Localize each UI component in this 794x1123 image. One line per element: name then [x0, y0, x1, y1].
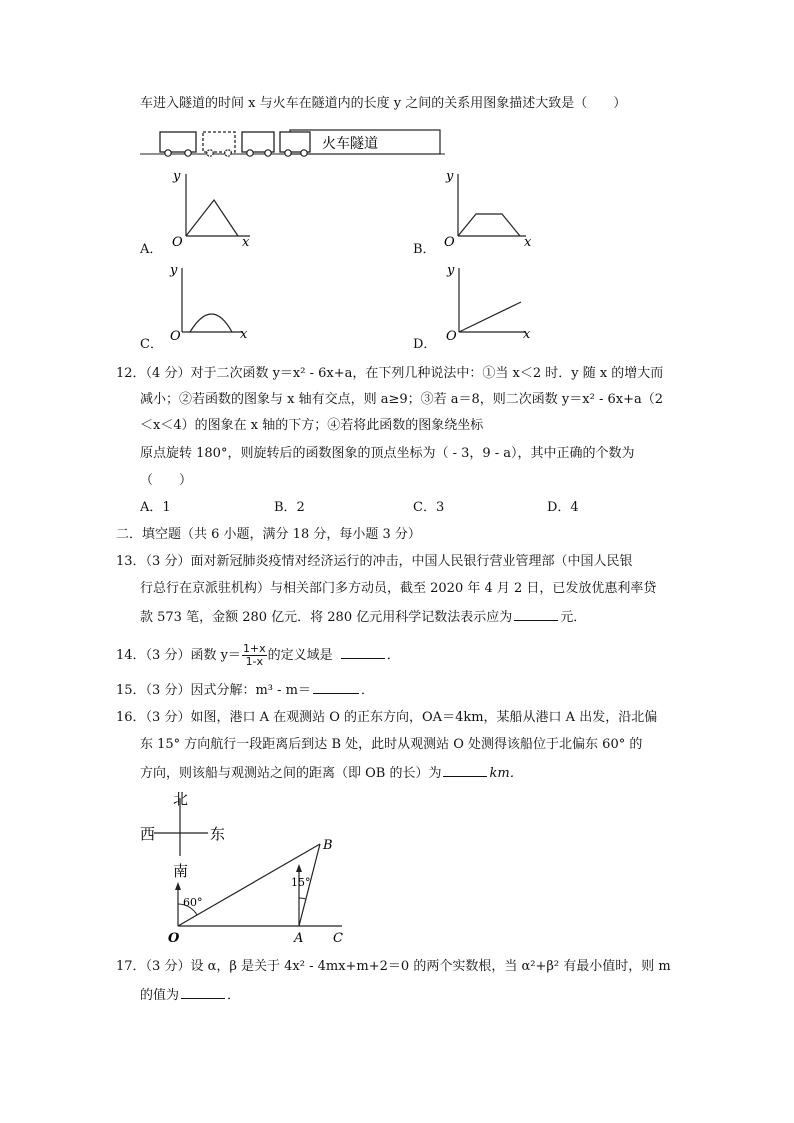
q17-line2-text: 的值为: [140, 988, 180, 1003]
q14-fraction: [242, 643, 267, 668]
q12-line2: 减小；②若函数的图象与 x 轴有交点，则 a≥9；③若 a＝8，则二次函数 y＝x² ‑ 6x+a（2: [140, 392, 663, 407]
q16-line3: [140, 764, 523, 782]
graph-c-y: y: [170, 263, 178, 278]
point-a: A: [294, 931, 304, 946]
point-b: B: [323, 838, 333, 853]
graph-d-x: x: [523, 327, 531, 342]
q14-end: ．: [386, 648, 400, 663]
graph-a-o: O: [172, 235, 183, 250]
graph-c-o: O: [170, 329, 181, 344]
q14-denominator: 1‑x: [245, 655, 264, 668]
graph-d-y: y: [447, 263, 455, 278]
option-d-label: D．: [413, 337, 437, 352]
q14-numerator: 1+x: [242, 642, 266, 655]
q16-line2: 东 15° 方向航行一段距离后到达 B 处，此时从观测站 O 处测得该船位于北偏东 60° 的: [140, 737, 643, 752]
q12-option-a: A．1: [140, 500, 171, 515]
compass-east: 东: [210, 825, 226, 843]
q15-line: [116, 681, 374, 699]
q16-line3-end: km．: [489, 766, 523, 781]
q12-option-c: C．3: [413, 500, 445, 515]
compass-west: 西: [140, 825, 156, 843]
graph-c-x: x: [240, 327, 248, 342]
q17-line2: [140, 986, 240, 1004]
q13-line1: 13．（3 分）面对新冠肺炎疫情对经济运行的冲击，中国人民银行营业管理部（中国人民银: [116, 554, 633, 569]
q14-prefix: 14．（3 分）函数 y＝: [116, 648, 241, 663]
graph-a: [170, 168, 260, 248]
q16-answer-blank[interactable]: [443, 764, 487, 777]
point-c: C: [333, 931, 343, 946]
graph-d: [443, 262, 538, 342]
option-c-label: C．: [140, 337, 163, 352]
q14-line: [116, 643, 400, 668]
graph-b-y: y: [446, 169, 454, 184]
q16-figure: [140, 786, 360, 946]
option-a-label: A．: [140, 242, 163, 257]
q13-line3-text: 款 573 笔，金额 280 亿元．将 280 亿元用科学记数法表示应为: [140, 610, 513, 625]
tunnel-label: 火车隧道: [322, 136, 378, 152]
q16-line1: 16．（3 分）如图，港口 A 在观测站 O 的正东方向，OA＝4km，某船从港口 A 出发，沿北偏: [116, 710, 658, 725]
q12-line3: ＜x＜4）的图象在 x 轴的下方；④若将此函数的图象绕坐标: [140, 418, 484, 433]
q14-suffix: 的定义域是: [267, 648, 333, 663]
graph-b-o: O: [444, 235, 455, 250]
angle-60-label: 60°: [183, 896, 203, 909]
option-b-label: B．: [413, 242, 436, 257]
section-2-heading: 二．填空题（共 6 小题，满分 18 分，每小题 3 分）: [116, 527, 421, 542]
q13-answer-blank[interactable]: [514, 608, 558, 621]
q15-end: ．: [360, 683, 374, 698]
q12-option-d: D．4: [547, 500, 579, 515]
q13-line3: [140, 608, 586, 626]
q17-answer-blank[interactable]: [181, 986, 225, 999]
q12-option-b: B．2: [274, 500, 305, 515]
angle-15-label: 15°: [291, 876, 311, 889]
compass-south: 南: [173, 862, 189, 880]
graph-a-y: y: [173, 169, 181, 184]
q13-line3-end: 元．: [560, 610, 587, 625]
compass-north: 北: [173, 790, 189, 808]
q11-stem: 车进入隧道的时间 x 与火车在隧道内的长度 y 之间的关系用图象描述大致是（ ）: [140, 96, 627, 111]
train-tunnel-figure: [140, 124, 445, 160]
graph-b-x: x: [524, 235, 532, 250]
q17-line2-end: ．: [227, 988, 241, 1003]
q17-line1: 17．（3 分）设 α，β 是关于 4x² ‑ 4mx+m+2＝0 的两个实数根，当 α²+β² 有最小值时，则 m: [116, 959, 671, 974]
q15-answer-blank[interactable]: [313, 681, 359, 694]
q12-line1: 12．（4 分）对于二次函数 y＝x² ‑ 6x+a，在下列几种说法中：①当 x＜2 时．y 随 x 的增大而: [116, 366, 664, 381]
q12-line5: （ ）: [140, 473, 193, 488]
graph-d-o: O: [446, 329, 457, 344]
graph-c: [168, 262, 258, 342]
q14-answer-blank[interactable]: [341, 646, 385, 659]
point-o: O: [168, 931, 180, 946]
q16-line3-text: 方向，则该船与观测站之间的距离（即 OB 的长）为: [140, 766, 442, 781]
graph-a-x: x: [242, 235, 250, 250]
q12-line4: 原点旋转 180°，则旋转后的函数图象的顶点坐标为（ ‑ 3，9 ‑ a），其中正确的个数为: [140, 446, 635, 461]
q15-text: 15．（3 分）因式分解：m³ ‑ m＝: [116, 683, 311, 698]
graph-b: [442, 168, 537, 248]
q13-line2: 行总行在京派驻机构）与相关部门多方动员，截至 2020 年 4 月 2 日，已发放优惠利率贷: [140, 581, 657, 596]
